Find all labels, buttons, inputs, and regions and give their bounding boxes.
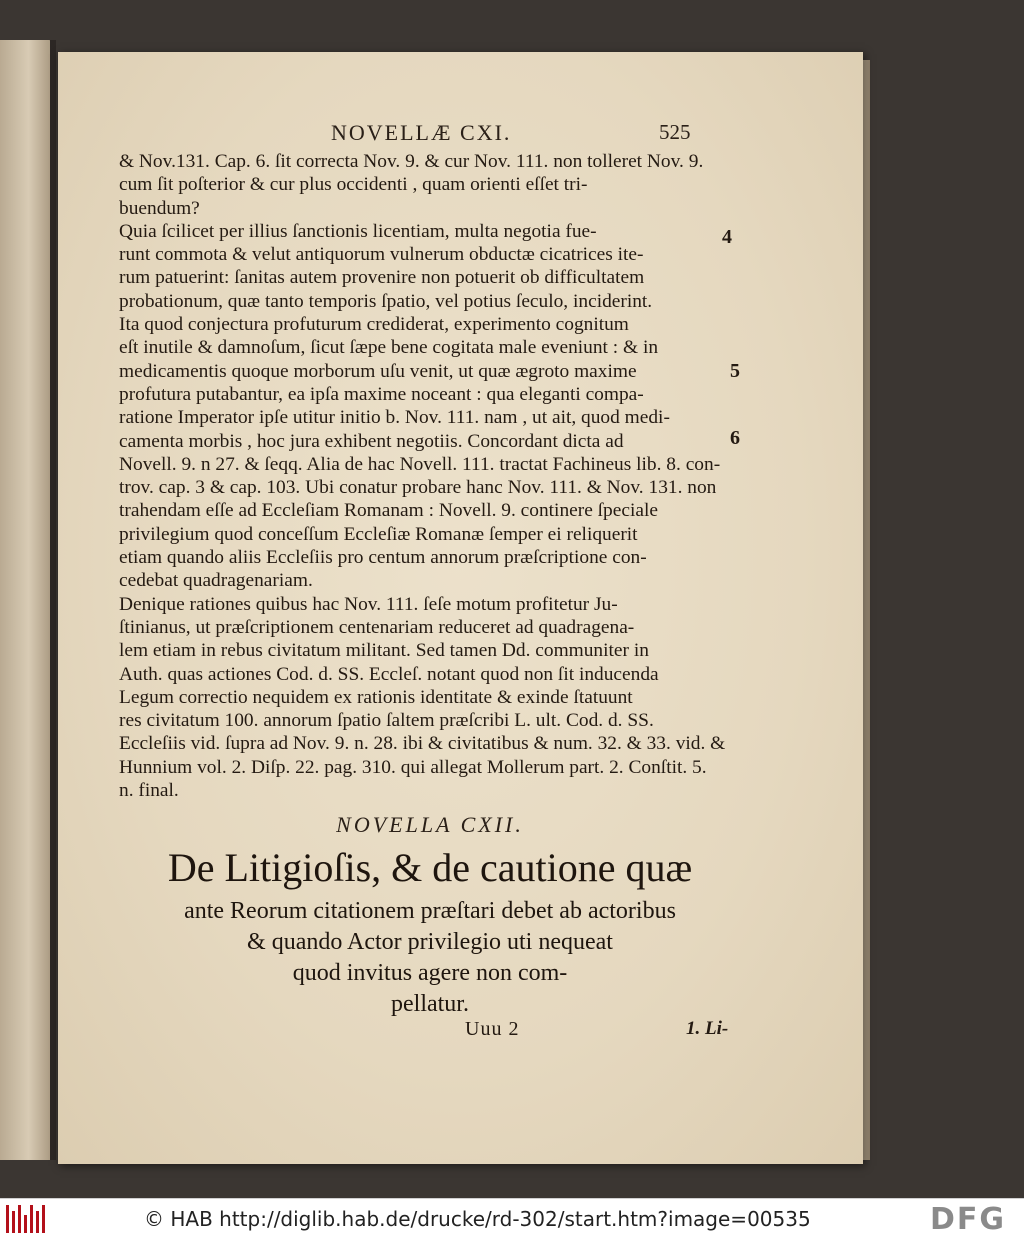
text-line: privilegium quod conceſſum Eccleſiæ Romanæ ſemper ei reliquerit <box>119 523 638 545</box>
text-line: trahendam eſſe ad Eccleſiam Romanam : Novell. 9. continere ſpeciale <box>119 500 658 522</box>
text-line: ſtinianus, ut præſcriptionem centenariam reduceret ad quadragena- <box>119 616 635 638</box>
text-line: Ita quod conjectura profuturum crediderat, experimento cognitum <box>119 314 629 336</box>
left-page-edge <box>0 40 52 1160</box>
hab-logo-icon <box>6 1205 50 1233</box>
text-line: Auth. quas actiones Cod. d. SS. Eccleſ. notant quod non ſit inducenda <box>119 663 659 685</box>
text-line: runt commota & velut antiquorum vulnerum obductæ cicatrices ite- <box>119 244 644 266</box>
text-line: Quia ſcilicet per illius ſanctionis licentiam, multa negotia fue- <box>119 220 597 242</box>
text-line: res civitatum 100. annorum ſpatio ſaltem præſcribi L. ult. Cod. d. SS. <box>119 710 654 732</box>
text-line: camenta morbis , hoc jura exhibent negotiis. Concordant dicta ad <box>119 430 624 452</box>
chapter-title <box>100 840 760 1020</box>
body-text <box>119 150 727 802</box>
text-line: cedebat quadragenariam. <box>119 570 313 592</box>
text-line: lem etiam in rebus civitatum militant. Sed tamen Dd. communiter in <box>119 640 649 662</box>
text-line: etiam quando aliis Eccleſiis pro centum annorum præſcriptione con- <box>119 547 647 569</box>
title-line: quod invitus agere non com- <box>292 960 568 986</box>
page-number: 525 <box>659 120 691 144</box>
text-line: Novell. 9. n 27. & ſeqq. Alia de hac Novell. 111. tractat Fachineus lib. 8. con- <box>119 453 721 475</box>
signature-mark: Uuu 2 <box>465 1018 520 1040</box>
text-line: profutura putabantur, ea ipſa maxime noceant : qua eleganti compa- <box>119 383 644 405</box>
running-head: NOVELLÆ CXI. <box>331 120 512 145</box>
text-line: Eccleſiis vid. ſupra ad Nov. 9. n. 28. ibi & civitatibus & num. 32. & 33. vid. & <box>119 733 726 755</box>
text-line: rum patuerint: ſanitas autem provenire non potuerit ob difficultatem <box>119 267 645 289</box>
title-line: ante Reorum citationem præſtari debet ab actoribus <box>184 898 676 924</box>
margin-note: 4 <box>722 226 732 248</box>
text-line: cum ſit poſterior & cur plus occidenti , quam orienti eſſet tri- <box>119 174 588 196</box>
text-line: eſt inutile & damnoſum, ſicut ſæpe bene cogitata male eveniunt : & in <box>119 337 659 359</box>
text-line: Hunnium vol. 2. Diſp. 22. pag. 310. qui allegat Mollerum part. 2. Conſtit. 5. <box>119 756 707 778</box>
dfg-logo: DFG <box>930 1202 1007 1237</box>
text-line: medicamentis quoque morborum uſu venit, ut quæ ægroto maxime <box>119 360 637 382</box>
page-header <box>119 118 719 148</box>
text-line: Denique rationes quibus hac Nov. 111. ſeſe motum profitetur Ju- <box>119 593 618 615</box>
margin-note: 5 <box>730 360 740 382</box>
section-heading: NOVELLA CXII. <box>336 812 524 837</box>
text-line: buendum? <box>119 197 200 219</box>
footer-bar <box>0 1198 1024 1239</box>
text-line: ratione Imperator ipſe utitur initio b. Nov. 111. nam , ut ait, quod medi- <box>119 407 670 429</box>
catchword: 1. Li- <box>686 1018 729 1039</box>
text-line: trov. cap. 3 & cap. 103. Ubi conatur probare hanc Nov. 111. & Nov. 131. non <box>119 477 717 499</box>
text-line: probationum, quæ tanto temporis ſpatio, vel potius ſeculo, inciderint. <box>119 290 653 312</box>
text-line: Legum correctio nequidem ex rationis identitate & exinde ſtatuunt <box>119 686 633 708</box>
margin-note: 6 <box>730 427 740 449</box>
source-link[interactable]: © HAB http://diglib.hab.de/drucke/rd-302/start.htm?image=00535 <box>144 1207 811 1231</box>
title-line: & quando Actor privilegio uti nequeat <box>247 929 613 955</box>
title-main: De Litigioſis, & de cautione quæ <box>167 845 693 890</box>
title-line: pellatur. <box>391 991 469 1017</box>
text-line: & Nov.131. Cap. 6. ſit correcta Nov. 9. & cur Nov. 111. non tolleret Nov. 9. <box>119 151 704 172</box>
text-line: n. final. <box>119 780 179 802</box>
